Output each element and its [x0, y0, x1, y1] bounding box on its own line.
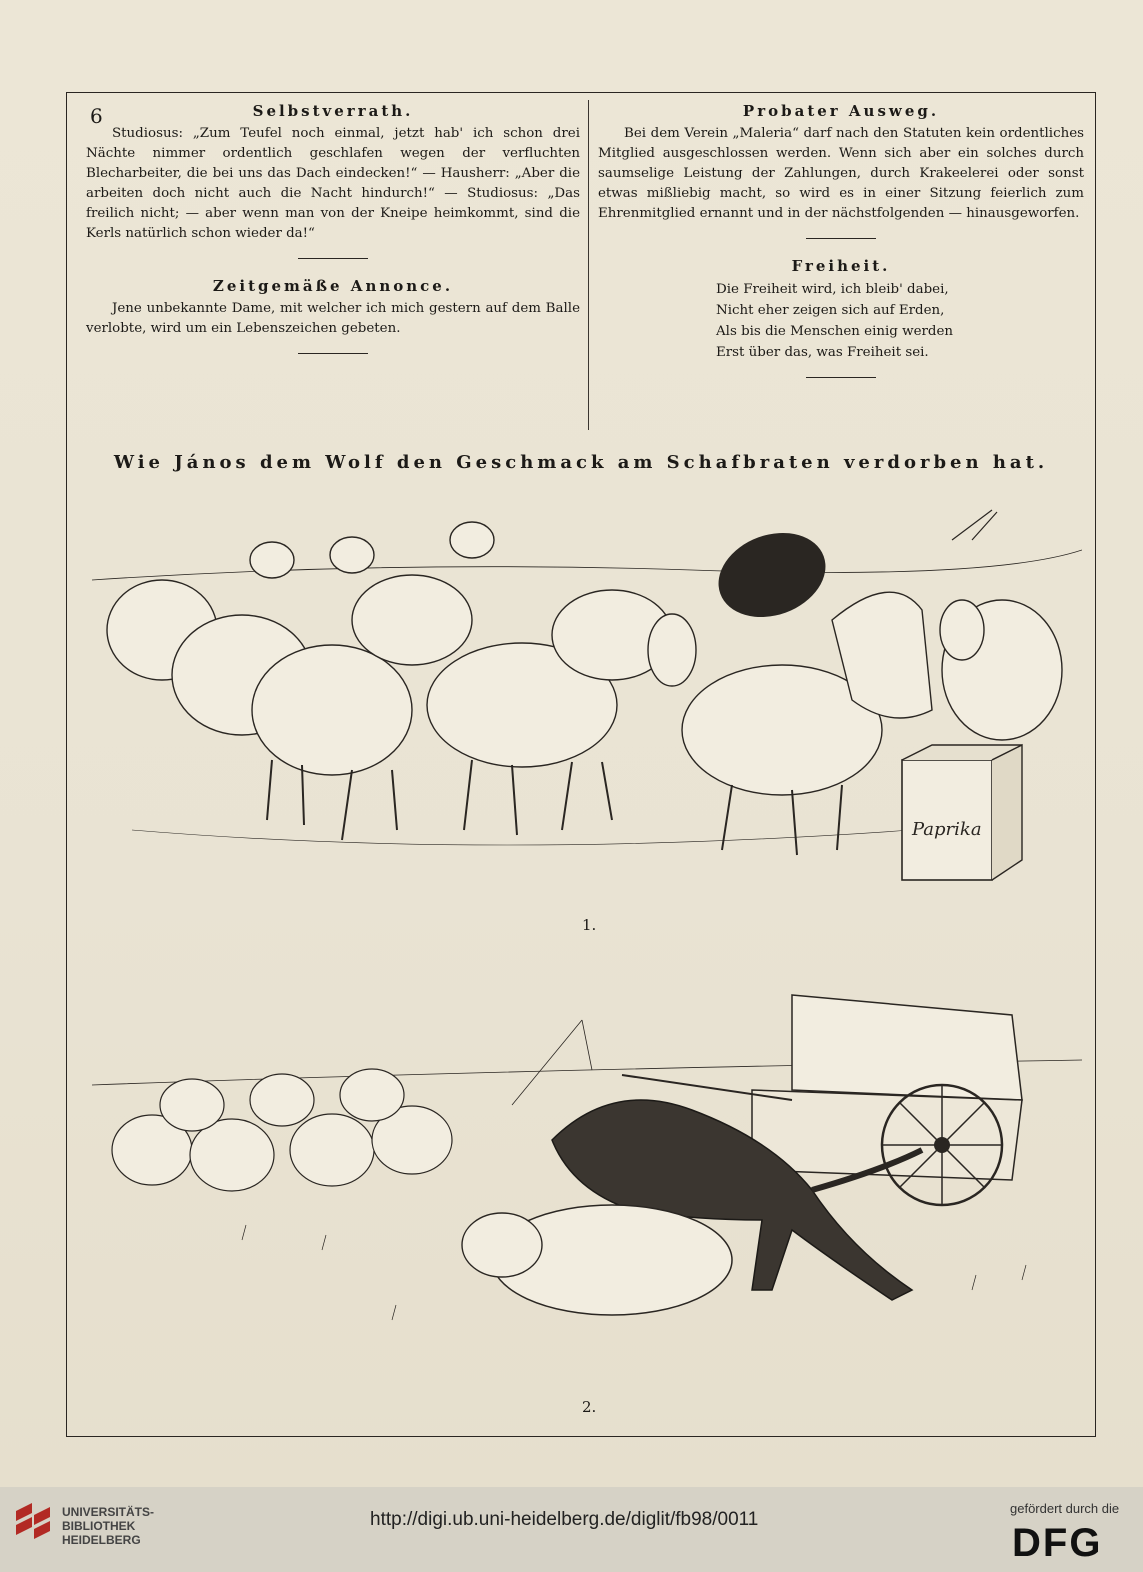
text-zeitgemaesse-annonce: Jene unbekannte Dame, mit welcher ich mich gestern auf dem Balle verlobte, wird um ein Lebenszeichen gebeten. — [86, 301, 580, 336]
separator-rule — [806, 377, 876, 378]
wolf-and-cart-engraving — [92, 990, 1082, 1380]
library-name[interactable] — [62, 1505, 154, 1547]
illustration-title: Wie János dem Wolf den Geschmack am Schafbraten verdorben hat. — [113, 452, 1049, 473]
verse-line: Die Freiheit wird, ich bleib' dabei, — [716, 282, 949, 297]
sheep-flock-engraving — [92, 500, 1082, 900]
illustration-plate-1 — [92, 500, 1082, 900]
text-probater-ausweg: Bei dem Verein „Maleria“ darf nach den Statuten kein ordentliches Mitglied ausgeschlossen werden. Wenn sich aber ein solches durch saumselige Leistung der Zahlungen, durch Krakeelerei oder sonst etwas mißliebig macht, so wird es in einer Sitzung feierlich zum Ehrenmitglied ernannt und in der nächstfolgenden — hinausgeworfen. — [598, 126, 1084, 221]
illustration-plate-2 — [92, 990, 1082, 1380]
verse-line: Nicht eher zeigen sich auf Erden, — [716, 303, 945, 318]
column-divider — [588, 100, 589, 430]
verse-line: Erst über das, was Freiheit sei. — [716, 345, 929, 360]
separator-rule — [806, 238, 876, 239]
heading-zeitgemaesse-annonce: Zeitgemäße Annonce. — [212, 277, 454, 295]
heading-selbstverrath: Selbstverrath. — [252, 102, 414, 120]
library-logo-icon[interactable] — [12, 1501, 54, 1549]
library-name-line: UNIVERSITÄTS- — [62, 1505, 155, 1519]
paprika-box — [902, 745, 1022, 880]
separator-rule — [298, 258, 368, 259]
poem-freiheit — [716, 279, 1084, 363]
caption-plate-1: 1. — [582, 916, 597, 934]
left-column — [86, 98, 580, 372]
separator-rule — [298, 353, 368, 354]
library-name-line: HEIDELBERG — [62, 1533, 141, 1547]
heading-freiheit: Freiheit. — [791, 257, 891, 275]
paprika-box-label: Paprika — [912, 819, 982, 840]
verse-line: Als bis die Menschen einig werden — [716, 324, 954, 339]
permalink-url[interactable]: http://digi.ub.uni-heidelberg.de/diglit/fb98/0011 — [370, 1509, 759, 1530]
dfg-logo[interactable]: DFG — [1012, 1521, 1103, 1565]
text-selbstverrath: Studiosus: „Zum Teufel noch einmal, jetzt hab' ich schon drei Nächte nimmer ordentlich geschlafen wegen der verfluchten Blecharbeiter, die bei uns das Dach eindecken!“ — Hausherr: „Aber die arbeiten doch nicht auch die Nacht hindurch!“ — Studiosus: „Das freilich nicht; — aber wenn man von der Kneipe heimkommt, sind die Kerls natürlich schon wieder da!“ — [86, 126, 580, 241]
page-number: 6 — [90, 104, 103, 128]
library-name-line: BIBLIOTHEK — [62, 1519, 136, 1533]
sheep-under-wolf — [462, 1205, 732, 1315]
funded-by-text: gefördert durch die — [1010, 1501, 1120, 1516]
caption-plate-2: 2. — [582, 1398, 597, 1416]
viewer-footer — [0, 1487, 1143, 1572]
heading-probater-ausweg: Probater Ausweg. — [742, 102, 940, 120]
right-column — [598, 98, 1084, 396]
